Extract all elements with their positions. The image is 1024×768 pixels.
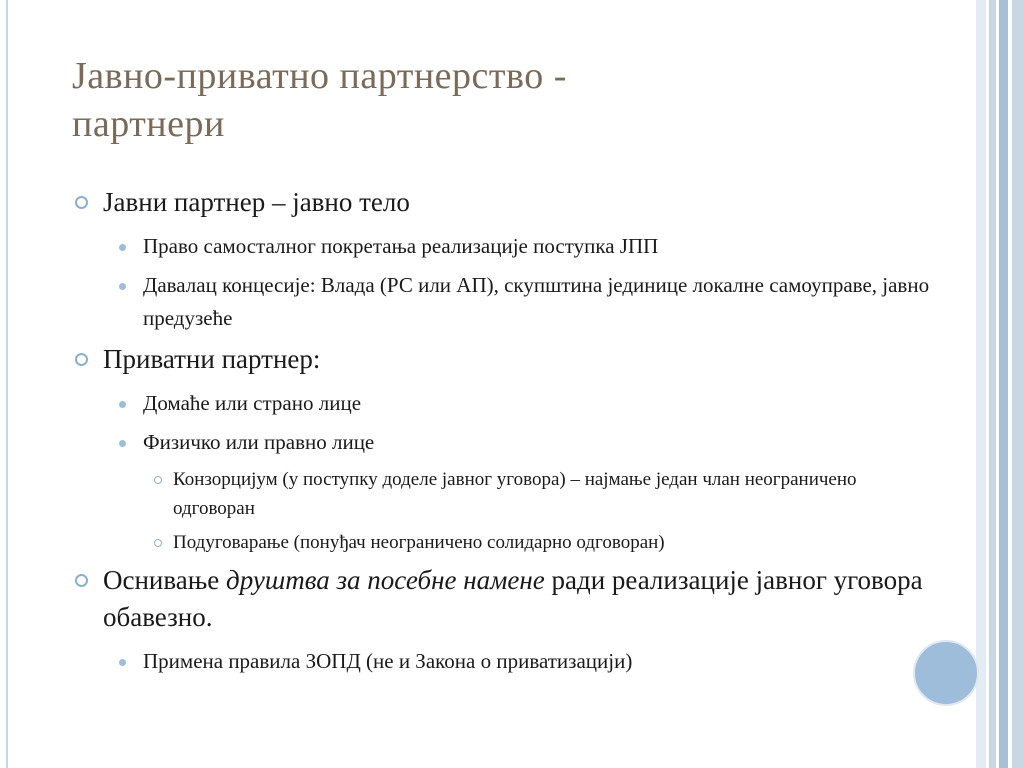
title-line-2: партнери — [72, 103, 225, 145]
slide-title — [72, 52, 952, 148]
dot-bullet-icon — [119, 283, 126, 290]
ring-bullet-icon — [75, 353, 88, 366]
dot-bullet-icon — [119, 244, 126, 251]
title-line-1: Јавно-приватно партнерство - — [72, 55, 567, 97]
dot-bullet-icon — [119, 440, 126, 447]
slide — [10, 0, 976, 768]
spv-italic-text: друштва за посебне намене — [226, 565, 545, 595]
decorative-strip-3 — [989, 0, 996, 768]
dot-bullet-icon — [119, 659, 126, 666]
sub-bullet-grantor: Давалац концесије: Влада (РС или АП), скупштина јединице локалне самоуправе, јавно предузеће — [72, 269, 932, 335]
decorative-strip-5 — [999, 0, 1008, 768]
small-ring-bullet-icon — [154, 539, 162, 547]
left-border-line — [6, 0, 8, 768]
sub-sub-bullet-subcontracting: Подуговарање (понуђач неограничено солидарно одговоран) — [72, 528, 932, 557]
ring-bullet-icon — [75, 196, 88, 209]
sub-bullet-domestic-foreign: Домаће или страно лице — [72, 387, 932, 420]
sub-bullet-right-to-initiate: Право самосталног покретања реализације поступка ЈПП — [72, 230, 932, 263]
decorative-strip-1 — [976, 0, 986, 768]
slide-content — [72, 184, 932, 684]
sub-bullet-zopd-rules: Примена правила ЗОПД (не и Закона о приватизацији) — [72, 645, 932, 678]
sub-sub-bullet-consortium: Конзорцијум (у поступку доделе јавног уговора) – најмање један члан неограничено одговоран — [72, 465, 932, 523]
bullet-private-partner: Приватни партнер: — [72, 341, 932, 378]
bullet-public-partner: Јавни партнер – јавно тело — [72, 184, 932, 221]
decorative-strip-7 — [1012, 0, 1024, 768]
bullet-spv: Оснивање друштва за посебне намене ради реализације јавног уговора обавезно. — [72, 562, 932, 636]
sub-bullet-natural-legal: Физичко или правно лице — [72, 426, 932, 459]
decorative-circle — [913, 640, 979, 706]
ring-bullet-icon — [75, 574, 88, 587]
small-ring-bullet-icon — [154, 476, 162, 484]
dot-bullet-icon — [119, 401, 126, 408]
